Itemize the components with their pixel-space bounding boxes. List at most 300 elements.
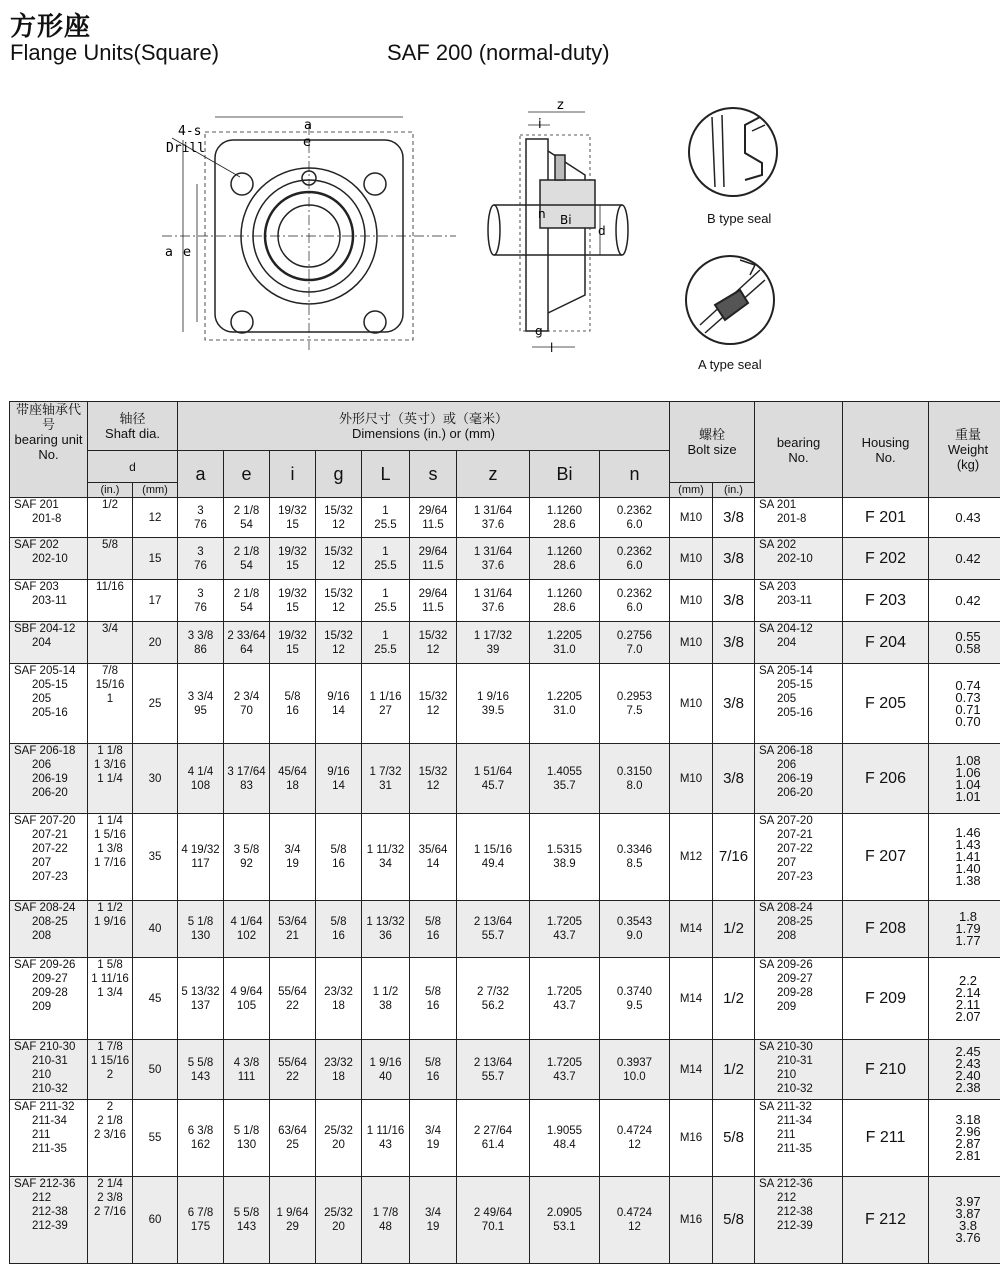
cell-e — [224, 580, 270, 622]
L-line: 1 7/32 — [362, 765, 409, 779]
weight-line: 2.96 — [929, 1126, 1000, 1138]
e-line: 2 3/4 — [224, 690, 269, 704]
label-dim-g: g — [535, 324, 543, 338]
cell-bolt_in: 3/8 — [713, 538, 755, 580]
unit-line: SAF 203 — [14, 580, 87, 594]
g-line: 9/16 — [316, 690, 361, 704]
unit-line: 202-10 — [14, 552, 87, 566]
d_in-line: 1 7/8 — [88, 1040, 132, 1054]
unit-line: 211-35 — [14, 1142, 87, 1156]
bi-line: 31.0 — [530, 704, 599, 718]
weight-line: 1.06 — [929, 767, 1000, 779]
cell-weight — [929, 538, 1000, 580]
weight-line: 1.41 — [929, 851, 1000, 863]
cell-n — [600, 622, 670, 664]
cell-unit — [10, 622, 88, 664]
unit-line: 210 — [14, 1068, 87, 1082]
cell-unit — [10, 664, 88, 744]
weight-line: 2.11 — [929, 999, 1000, 1011]
e-line: 83 — [224, 779, 269, 793]
g-line: 15/32 — [316, 587, 361, 601]
n-line: 6.0 — [600, 518, 669, 532]
bi-line: 38.9 — [530, 857, 599, 871]
bearing-line: 211 — [759, 1128, 842, 1142]
cell-e — [224, 901, 270, 958]
d_in-line: 2 7/16 — [88, 1205, 132, 1219]
z-line: 39.5 — [457, 704, 529, 718]
bearing-line: 212 — [759, 1191, 842, 1205]
cell-bolt_mm: M14 — [670, 901, 713, 958]
e-line: 54 — [224, 601, 269, 615]
L-line: 34 — [362, 857, 409, 871]
cell-housing: F 204 — [843, 622, 929, 664]
d_in-line: 1 3/8 — [88, 842, 132, 856]
bi-line: 28.6 — [530, 559, 599, 573]
bearing-line: SA 211-32 — [759, 1100, 842, 1114]
cell-bi — [530, 538, 600, 580]
bi-line: 1.1260 — [530, 504, 599, 518]
i-line: 1 9/64 — [270, 1206, 315, 1220]
weight-line: 0.58 — [929, 643, 1000, 655]
a-type-seal-drawing — [686, 256, 774, 344]
cell-d_in — [88, 901, 133, 958]
bearing-line: 210-31 — [759, 1054, 842, 1068]
bearing-line: 207-23 — [759, 870, 842, 884]
n-line: 7.0 — [600, 643, 669, 657]
e-line: 111 — [224, 1070, 269, 1084]
n-line: 6.0 — [600, 601, 669, 615]
unit-line: SAF 212-36 — [14, 1177, 87, 1191]
header-col-z: z — [457, 451, 530, 498]
a-line: 5 5/8 — [178, 1056, 223, 1070]
a-line: 6 3/8 — [178, 1124, 223, 1138]
bearing-line: 208 — [759, 929, 842, 943]
i-line: 22 — [270, 1070, 315, 1084]
bearing-line: 211-34 — [759, 1114, 842, 1128]
e-line: 3 17/64 — [224, 765, 269, 779]
e-line: 5 1/8 — [224, 1124, 269, 1138]
n-line: 0.2362 — [600, 545, 669, 559]
header-d: d — [88, 451, 178, 483]
cell-i — [270, 498, 316, 538]
cell-weight — [929, 1177, 1000, 1264]
bearing-line: 206 — [759, 758, 842, 772]
bi-line: 1.2205 — [530, 629, 599, 643]
bearing-line: SA 209-26 — [759, 958, 842, 972]
bearing-line: SA 203 — [759, 580, 842, 594]
bearing-line: 207-22 — [759, 842, 842, 856]
d_in-line: 1 — [88, 692, 132, 706]
cell-bearing — [755, 498, 843, 538]
cell-bolt_in: 5/8 — [713, 1177, 755, 1264]
s-line: 12 — [410, 643, 456, 657]
cell-d_mm: 40 — [133, 901, 178, 958]
d_in-line: 2 1/4 — [88, 1177, 132, 1191]
z-line: 2 13/64 — [457, 915, 529, 929]
bi-line: 31.0 — [530, 643, 599, 657]
g-line: 12 — [316, 518, 361, 532]
unit-line: 206-19 — [14, 772, 87, 786]
cell-bi — [530, 814, 600, 901]
z-line: 1 31/64 — [457, 504, 529, 518]
label-drill: Drill — [166, 141, 205, 156]
cell-n — [600, 538, 670, 580]
bi-line: 2.0905 — [530, 1206, 599, 1220]
s-line: 14 — [410, 857, 456, 871]
bearing-line: 211-35 — [759, 1142, 842, 1156]
bi-line: 53.1 — [530, 1220, 599, 1234]
i-line: 15 — [270, 559, 315, 573]
cell-s — [410, 901, 457, 958]
header-shaft: 轴径 Shaft dia. — [88, 402, 178, 451]
header-col-l: L — [362, 451, 410, 498]
unit-line: 209-27 — [14, 972, 87, 986]
unit-line: 207-21 — [14, 828, 87, 842]
bearing-line: 205 — [759, 692, 842, 706]
e-line: 2 1/8 — [224, 587, 269, 601]
label-dim-n: n — [538, 207, 546, 221]
d_in-line: 2 — [88, 1068, 132, 1082]
z-line: 2 13/64 — [457, 1056, 529, 1070]
s-line: 12 — [410, 779, 456, 793]
unit-line: 209 — [14, 1000, 87, 1014]
cell-L — [362, 814, 410, 901]
n-line: 0.4724 — [600, 1206, 669, 1220]
s-line: 15/32 — [410, 765, 456, 779]
cell-bolt_in: 3/8 — [713, 664, 755, 744]
n-line: 12 — [600, 1138, 669, 1152]
g-line: 5/8 — [316, 843, 361, 857]
L-line: 25.5 — [362, 601, 409, 615]
cell-a — [178, 538, 224, 580]
e-line: 143 — [224, 1220, 269, 1234]
i-line: 53/64 — [270, 915, 315, 929]
cell-a — [178, 901, 224, 958]
weight-line: 0.70 — [929, 716, 1000, 728]
weight-line: 1.77 — [929, 935, 1000, 947]
cell-a — [178, 958, 224, 1040]
s-line: 15/32 — [410, 629, 456, 643]
bi-line: 1.9055 — [530, 1124, 599, 1138]
cell-s — [410, 664, 457, 744]
cell-g — [316, 958, 362, 1040]
cell-g — [316, 622, 362, 664]
L-line: 25.5 — [362, 643, 409, 657]
L-line: 38 — [362, 999, 409, 1013]
b-type-seal-label: B type seal — [707, 211, 771, 226]
header-col-a: a — [178, 451, 224, 498]
label-dim-i: i — [538, 117, 542, 132]
unit-line: SAF 210-30 — [14, 1040, 87, 1054]
cell-i — [270, 580, 316, 622]
L-line: 1 11/32 — [362, 843, 409, 857]
unit-line: 212 — [14, 1191, 87, 1205]
z-line: 37.6 — [457, 601, 529, 615]
g-line: 25/32 — [316, 1206, 361, 1220]
n-line: 8.0 — [600, 779, 669, 793]
d_in-line: 5/8 — [88, 538, 132, 552]
a-line: 3 — [178, 587, 223, 601]
z-line: 49.4 — [457, 857, 529, 871]
d_in-line: 1 1/2 — [88, 901, 132, 915]
i-line: 21 — [270, 929, 315, 943]
bearing-line: SA 212-36 — [759, 1177, 842, 1191]
L-line: 31 — [362, 779, 409, 793]
d_in-line: 3/4 — [88, 622, 132, 636]
cell-L — [362, 580, 410, 622]
cell-bolt_in: 5/8 — [713, 1100, 755, 1177]
g-line: 9/16 — [316, 765, 361, 779]
cell-bi — [530, 744, 600, 814]
table-row — [10, 664, 1000, 744]
a-line: 5 13/32 — [178, 985, 223, 999]
cell-housing: F 211 — [843, 1100, 929, 1177]
cell-unit — [10, 1177, 88, 1264]
e-line: 4 3/8 — [224, 1056, 269, 1070]
e-line: 3 5/8 — [224, 843, 269, 857]
bearing-line: 210-32 — [759, 1082, 842, 1096]
cell-d_in — [88, 1040, 133, 1100]
e-line: 102 — [224, 929, 269, 943]
unit-line: 207-23 — [14, 870, 87, 884]
d_in-line: 1 5/16 — [88, 828, 132, 842]
label-dim-bi: Bi — [560, 213, 572, 227]
g-line: 5/8 — [316, 915, 361, 929]
i-line: 3/4 — [270, 843, 315, 857]
cell-housing: F 209 — [843, 958, 929, 1040]
cell-bolt_in: 7/16 — [713, 814, 755, 901]
s-line: 11.5 — [410, 601, 456, 615]
n-line: 0.3346 — [600, 843, 669, 857]
cell-n — [600, 814, 670, 901]
d_in-line: 2 3/8 — [88, 1191, 132, 1205]
weight-line: 0.71 — [929, 704, 1000, 716]
s-line: 16 — [410, 929, 456, 943]
cell-n — [600, 1100, 670, 1177]
cell-e — [224, 744, 270, 814]
cell-d_in — [88, 498, 133, 538]
cell-bolt_mm: M14 — [670, 1040, 713, 1100]
cell-i — [270, 901, 316, 958]
g-line: 15/32 — [316, 545, 361, 559]
d_in-line: 1 11/16 — [88, 972, 132, 986]
bi-line: 1.7205 — [530, 1056, 599, 1070]
cell-d_mm: 45 — [133, 958, 178, 1040]
a-line: 95 — [178, 704, 223, 718]
header-col-s: s — [410, 451, 457, 498]
unit-line: SAF 208-24 — [14, 901, 87, 915]
weight-line: 3.18 — [929, 1114, 1000, 1126]
table-row — [10, 958, 1000, 1040]
i-line: 22 — [270, 999, 315, 1013]
cell-i — [270, 814, 316, 901]
cell-bolt_mm: M10 — [670, 622, 713, 664]
bi-line: 1.1260 — [530, 587, 599, 601]
L-line: 1 1/2 — [362, 985, 409, 999]
cell-z — [457, 901, 530, 958]
label-dim-l: l — [550, 341, 553, 355]
g-line: 20 — [316, 1138, 361, 1152]
d_in-line: 1 1/8 — [88, 744, 132, 758]
bearing-line: SA 207-20 — [759, 814, 842, 828]
g-line: 16 — [316, 857, 361, 871]
g-line: 16 — [316, 929, 361, 943]
cell-d_mm: 20 — [133, 622, 178, 664]
a-line: 3 — [178, 504, 223, 518]
unit-line: 212-39 — [14, 1219, 87, 1233]
n-line: 0.3740 — [600, 985, 669, 999]
bi-line: 28.6 — [530, 518, 599, 532]
bearing-line: 209 — [759, 1000, 842, 1014]
cell-z — [457, 814, 530, 901]
a-line: 76 — [178, 559, 223, 573]
cell-bearing — [755, 958, 843, 1040]
cell-i — [270, 744, 316, 814]
cell-unit — [10, 538, 88, 580]
d_in-line: 2 1/8 — [88, 1114, 132, 1128]
a-line: 4 19/32 — [178, 843, 223, 857]
d_in-line: 1 5/8 — [88, 958, 132, 972]
cell-bi — [530, 1177, 600, 1264]
unit-line: SAF 207-20 — [14, 814, 87, 828]
cell-unit — [10, 1100, 88, 1177]
cell-bi — [530, 622, 600, 664]
L-line: 1 7/8 — [362, 1206, 409, 1220]
table-row — [10, 1177, 1000, 1264]
cell-housing: F 207 — [843, 814, 929, 901]
cell-bearing — [755, 664, 843, 744]
weight-line: 0.73 — [929, 692, 1000, 704]
cell-s — [410, 580, 457, 622]
s-line: 3/4 — [410, 1206, 456, 1220]
cell-d_mm: 12 — [133, 498, 178, 538]
a-type-seal-label: A type seal — [698, 357, 762, 372]
bearing-line: 204 — [759, 636, 842, 650]
cell-a — [178, 664, 224, 744]
cell-bolt_mm: M16 — [670, 1100, 713, 1177]
cell-n — [600, 1040, 670, 1100]
cell-bolt_mm: M12 — [670, 814, 713, 901]
unit-line: 208 — [14, 929, 87, 943]
n-line: 7.5 — [600, 704, 669, 718]
label-dim-a-left: a — [165, 245, 173, 260]
s-line: 29/64 — [410, 587, 456, 601]
cell-s — [410, 622, 457, 664]
cell-d_mm: 30 — [133, 744, 178, 814]
bi-line: 1.1260 — [530, 545, 599, 559]
e-line: 2 1/8 — [224, 545, 269, 559]
header-bolt-in: (in.) — [713, 483, 755, 498]
cell-s — [410, 1177, 457, 1264]
header-bolt-mm: (mm) — [670, 483, 713, 498]
cell-a — [178, 580, 224, 622]
unit-line: 206-20 — [14, 786, 87, 800]
i-line: 45/64 — [270, 765, 315, 779]
L-line: 25.5 — [362, 559, 409, 573]
cell-L — [362, 1177, 410, 1264]
cell-g — [316, 814, 362, 901]
bi-line: 48.4 — [530, 1138, 599, 1152]
z-line: 2 49/64 — [457, 1206, 529, 1220]
a-line: 143 — [178, 1070, 223, 1084]
cell-s — [410, 958, 457, 1040]
cell-L — [362, 622, 410, 664]
cell-weight — [929, 958, 1000, 1040]
cell-e — [224, 498, 270, 538]
cell-bi — [530, 580, 600, 622]
s-line: 19 — [410, 1138, 456, 1152]
a-line: 76 — [178, 518, 223, 532]
weight-line: 2.38 — [929, 1082, 1000, 1094]
cell-bearing — [755, 538, 843, 580]
i-line: 25 — [270, 1138, 315, 1152]
cell-a — [178, 1040, 224, 1100]
g-line: 25/32 — [316, 1124, 361, 1138]
table-row — [10, 498, 1000, 538]
a-line: 108 — [178, 779, 223, 793]
g-line: 12 — [316, 643, 361, 657]
cell-d_in — [88, 538, 133, 580]
cell-bolt_in: 1/2 — [713, 901, 755, 958]
cell-i — [270, 622, 316, 664]
i-line: 29 — [270, 1220, 315, 1234]
a-line: 117 — [178, 857, 223, 871]
bi-line: 43.7 — [530, 999, 599, 1013]
bi-line: 43.7 — [530, 929, 599, 943]
cell-weight — [929, 498, 1000, 538]
cell-d_in — [88, 744, 133, 814]
cell-bi — [530, 1100, 600, 1177]
header-dimensions: 外形尺寸（英寸）或（毫米） Dimensions (in.) or (mm) — [178, 402, 670, 451]
cell-housing: F 205 — [843, 664, 929, 744]
bearing-line: SA 202 — [759, 538, 842, 552]
unit-line: SBF 204-12 — [14, 622, 87, 636]
e-line: 4 1/64 — [224, 915, 269, 929]
cell-bearing — [755, 901, 843, 958]
table-row — [10, 744, 1000, 814]
cell-L — [362, 1040, 410, 1100]
table-body — [10, 498, 1000, 1264]
n-line: 0.2953 — [600, 690, 669, 704]
unit-line: 212-38 — [14, 1205, 87, 1219]
cell-d_in — [88, 958, 133, 1040]
s-line: 15/32 — [410, 690, 456, 704]
cell-weight — [929, 622, 1000, 664]
i-line: 15 — [270, 518, 315, 532]
e-line: 105 — [224, 999, 269, 1013]
side-view-drawing — [488, 112, 628, 347]
cell-z — [457, 538, 530, 580]
s-line: 19 — [410, 1220, 456, 1234]
cell-e — [224, 622, 270, 664]
g-line: 18 — [316, 1070, 361, 1084]
cell-unit — [10, 814, 88, 901]
weight-line: 0.43 — [929, 512, 1000, 524]
d_in-line: 1 1/4 — [88, 814, 132, 828]
s-line: 5/8 — [410, 915, 456, 929]
cell-e — [224, 1040, 270, 1100]
header-col-e: e — [224, 451, 270, 498]
s-line: 5/8 — [410, 1056, 456, 1070]
unit-line: SAF 211-32 — [14, 1100, 87, 1114]
table-row — [10, 622, 1000, 664]
cell-g — [316, 664, 362, 744]
cell-unit — [10, 580, 88, 622]
weight-line: 0.42 — [929, 553, 1000, 565]
i-line: 55/64 — [270, 985, 315, 999]
weight-line: 1.01 — [929, 791, 1000, 803]
header-unit-no: 带座轴承代号 bearing unit No. — [10, 402, 88, 498]
